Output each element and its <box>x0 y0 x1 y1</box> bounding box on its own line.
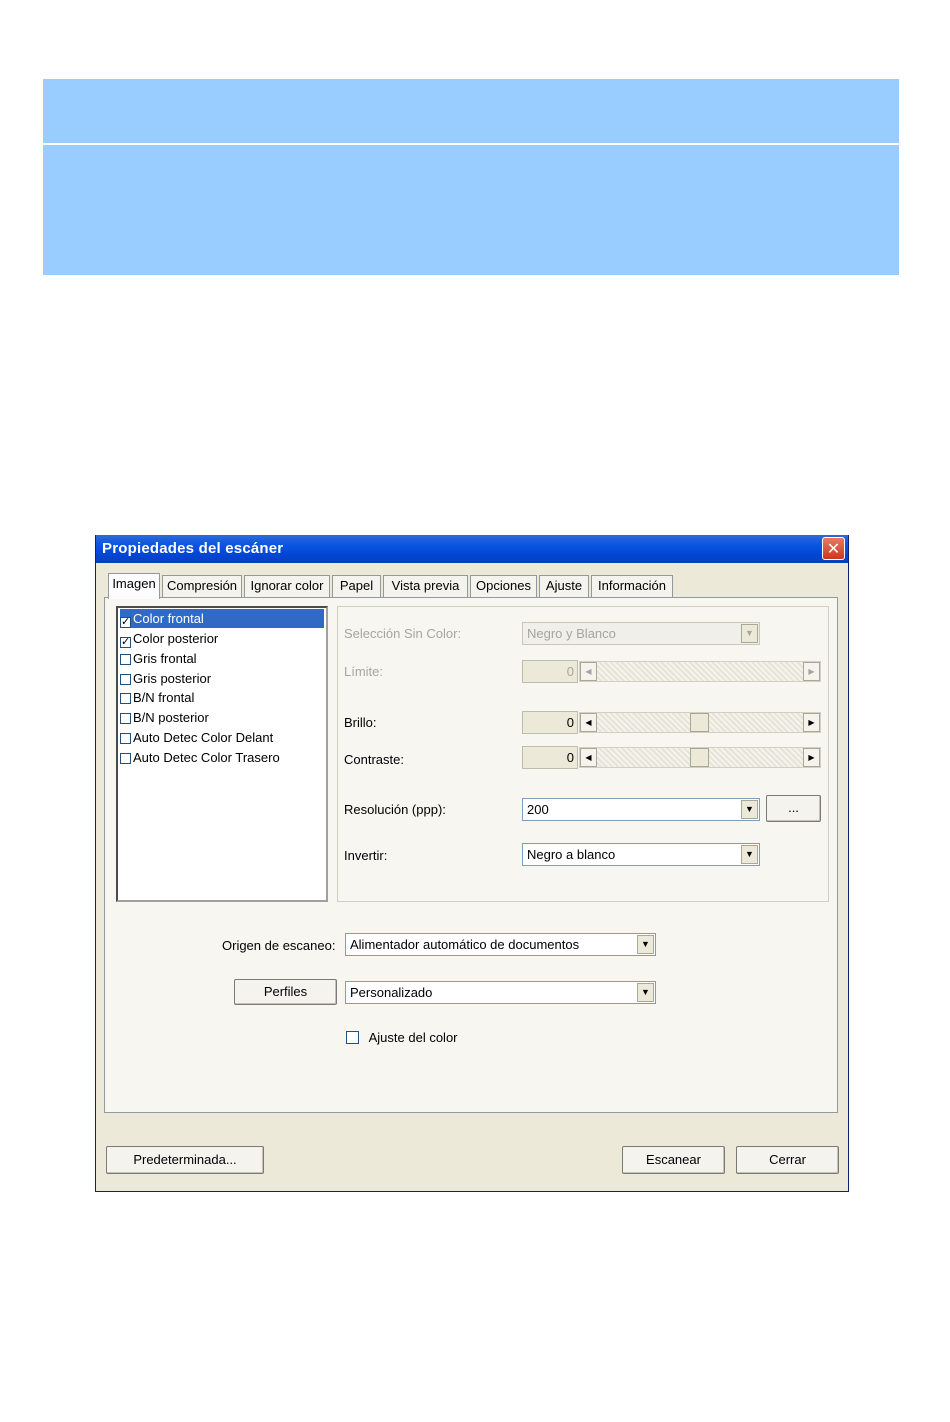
checkbox-icon[interactable] <box>120 674 131 685</box>
list-item[interactable]: ✓ Color posterior <box>121 631 219 648</box>
origin-label: Origen de escaneo: <box>222 938 336 953</box>
scan-button[interactable]: Escanear <box>622 1146 725 1174</box>
list-item[interactable]: B/N frontal <box>120 688 194 707</box>
origin-select[interactable]: Alimentador automático de documentos ▼ <box>345 933 656 956</box>
tab-ignorar-color[interactable]: Ignorar color <box>244 575 330 597</box>
brillo-value[interactable]: 0 <box>522 711 578 734</box>
tab-opciones[interactable]: Opciones <box>470 575 537 597</box>
checkbox-checked-icon[interactable]: ✓ <box>121 636 131 648</box>
tab-ajuste[interactable]: Ajuste <box>539 575 589 597</box>
checkbox-icon[interactable] <box>120 713 131 724</box>
chevron-down-icon[interactable]: ▼ <box>741 845 758 864</box>
chevron-down-icon[interactable]: ▼ <box>741 624 758 643</box>
arrow-right-icon[interactable]: ▶ <box>803 748 820 767</box>
contraste-label: Contraste: <box>344 752 404 767</box>
checkbox-icon[interactable] <box>120 693 131 704</box>
brillo-label: Brillo: <box>344 715 377 730</box>
resolution-more-button[interactable]: ... <box>766 795 821 822</box>
tab-vista-previa[interactable]: Vista previa <box>383 575 468 597</box>
arrow-right-icon[interactable]: ▶ <box>803 662 820 681</box>
checkbox-icon[interactable] <box>346 1031 359 1044</box>
list-item[interactable]: Gris posterior <box>120 669 211 688</box>
header-band-top <box>43 79 899 143</box>
checkbox-checked-icon[interactable]: ✓ <box>121 616 131 628</box>
list-item[interactable]: ✓ Color frontal <box>120 609 324 628</box>
title-bar <box>96 535 848 563</box>
chevron-down-icon[interactable]: ▼ <box>741 800 758 819</box>
tab-compresion[interactable]: Compresión <box>162 575 242 597</box>
color-adjust-checkbox[interactable] <box>346 1030 458 1046</box>
invertir-select[interactable]: Negro a blanco ▼ <box>522 843 760 866</box>
checkbox-icon[interactable] <box>120 654 131 665</box>
arrow-left-icon[interactable]: ◀ <box>580 662 597 681</box>
header-band-bottom <box>43 145 899 275</box>
arrow-left-icon[interactable]: ◀ <box>580 713 597 732</box>
image-type-list[interactable] <box>116 606 328 902</box>
default-button[interactable]: Predeterminada... <box>106 1146 264 1174</box>
list-item[interactable]: Auto Detec Color Trasero <box>120 748 280 767</box>
color-adjust-label: Ajuste del color <box>368 1030 458 1045</box>
dialog-title: Propiedades del escáner <box>102 540 284 557</box>
profiles-button[interactable]: Perfiles <box>234 979 337 1005</box>
checkbox-icon[interactable] <box>120 753 131 764</box>
profiles-select[interactable]: Personalizado ▼ <box>345 981 656 1004</box>
contraste-slider-thumb[interactable] <box>690 748 709 767</box>
tab-papel[interactable]: Papel <box>332 575 381 597</box>
tab-informacion[interactable]: Información <box>591 575 673 597</box>
sin-color-select[interactable]: Negro y Blanco ▼ <box>522 622 760 645</box>
resolucion-label: Resolución (ppp): <box>344 802 446 817</box>
list-item[interactable]: B/N posterior <box>120 708 209 727</box>
limite-slider[interactable] <box>579 661 821 682</box>
tab-imagen[interactable]: Imagen <box>108 573 160 599</box>
close-button[interactable]: Cerrar <box>736 1146 839 1174</box>
invertir-label: Invertir: <box>344 848 388 863</box>
arrow-right-icon[interactable]: ▶ <box>803 713 820 732</box>
list-item[interactable]: Gris frontal <box>120 649 197 668</box>
arrow-left-icon[interactable]: ◀ <box>580 748 597 767</box>
contraste-slider[interactable] <box>579 747 821 768</box>
chevron-down-icon[interactable]: ▼ <box>637 935 654 954</box>
limite-value[interactable]: 0 <box>522 660 578 683</box>
chevron-down-icon[interactable]: ▼ <box>637 983 654 1002</box>
brillo-slider-thumb[interactable] <box>690 713 709 732</box>
checkbox-icon[interactable] <box>120 733 131 744</box>
brillo-slider[interactable] <box>579 712 821 733</box>
sin-color-label: Selección Sin Color: <box>344 626 462 641</box>
limite-label: Límite: <box>344 664 384 679</box>
contraste-value[interactable]: 0 <box>522 746 578 769</box>
scanner-properties-dialog <box>95 535 849 1192</box>
close-icon[interactable]: ✕ <box>822 537 845 560</box>
list-item[interactable]: Auto Detec Color Delant <box>120 728 273 747</box>
resolucion-select[interactable]: 200 ▼ <box>522 798 760 821</box>
